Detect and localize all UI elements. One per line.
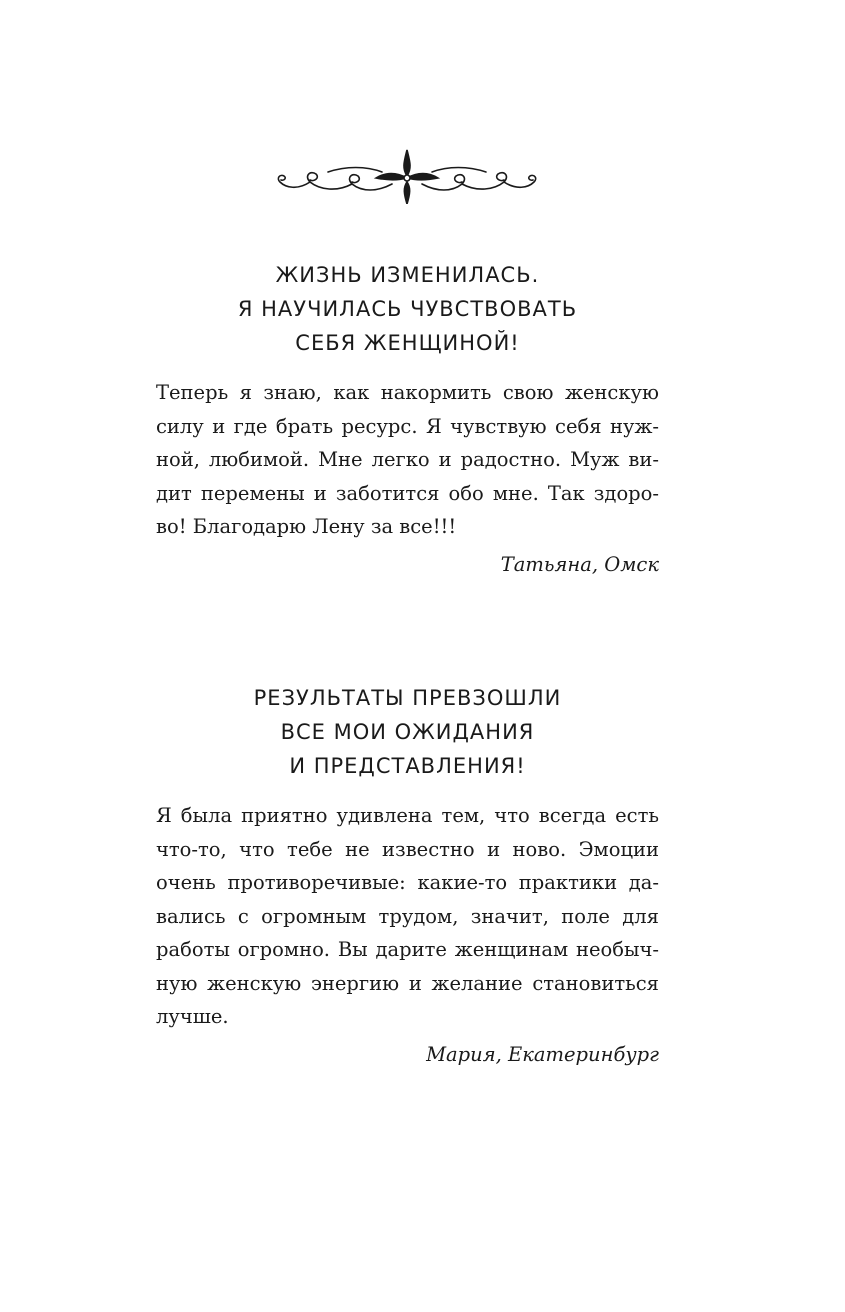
body-line: ную женскую энергию и желание становиться [156, 971, 659, 995]
testimonial-signature: Мария, Екатеринбург [426, 1043, 659, 1066]
body-line: Теперь я знаю, как накормить свою женскую [156, 381, 659, 404]
body-line: очень противоречивые: какие-то практики да- [156, 871, 659, 894]
heading-line: СЕБЯ ЖЕНЩИНОЙ! [295, 331, 520, 355]
body-line: ной, любимой. Мне легко и радостно. Муж ви- [156, 448, 659, 471]
heading-line: И ПРЕДСТАВЛЕНИЯ! [289, 754, 526, 778]
body-line: вались с огромным трудом, значит, поле для [156, 904, 659, 928]
body-line: что-то, что тебе не известно и ново. Эмоции [156, 837, 659, 861]
heading-line: ЖИЗНЬ ИЗМЕНИЛАСЬ. [275, 263, 540, 287]
body-line: Я была приятно удивлена тем, что всегда есть [156, 804, 659, 827]
body-line: во! Благодарю Лену за все!!! [156, 515, 457, 538]
testimonial-signature: Татьяна, Омск [500, 553, 659, 576]
body-line: силу и где брать ресурс. Я чувствую себя нуж- [156, 414, 659, 438]
heading-line: РЕЗУЛЬТАТЫ ПРЕВЗОШЛИ [253, 686, 562, 710]
body-line: дит перемены и заботится обо мне. Так здоро- [156, 481, 659, 505]
testimonial-heading [156, 681, 659, 783]
testimonial-body [156, 376, 659, 544]
testimonial-body [156, 799, 659, 1034]
testimonial-heading [156, 258, 659, 360]
body-line: лучше. [156, 1005, 229, 1028]
flourish-ornament-icon [272, 148, 542, 204]
heading-line: ВСЕ МОИ ОЖИДАНИЯ [280, 720, 535, 744]
body-line: работы огромно. Вы дарите женщинам необыч- [156, 938, 659, 961]
heading-line: Я НАУЧИЛАСЬ ЧУВСТВОВАТЬ [237, 297, 578, 321]
